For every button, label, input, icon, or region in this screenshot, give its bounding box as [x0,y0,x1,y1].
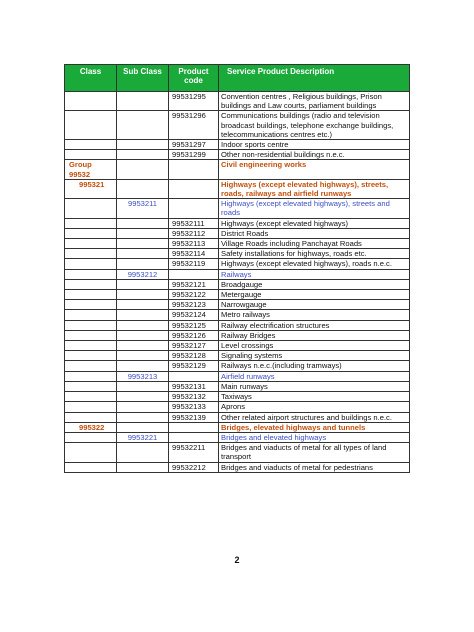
table-row [65,279,410,289]
cell-class [65,239,117,249]
cell-subclass [117,412,169,422]
header-sub-class: Sub Class [117,65,169,92]
table-row [65,402,410,412]
cell-class [65,249,117,259]
cell-product-code: 99532114 [169,249,219,259]
table-row [65,160,410,179]
cell-class [65,443,117,462]
cell-subclass [117,462,169,472]
cell-subclass [117,279,169,289]
cell-product-code: 99532125 [169,320,219,330]
cell-product-code: 99532132 [169,392,219,402]
cell-description: Broadgauge [219,279,410,289]
cell-class [65,412,117,422]
cell-subclass [117,310,169,320]
cell-description: Main runways [219,381,410,391]
cell-subclass [117,290,169,300]
cell-product-code: 99532131 [169,381,219,391]
table-header-row [65,65,410,92]
cell-product-code [169,179,219,198]
cell-description: Signaling systems [219,351,410,361]
cell-subclass [117,218,169,228]
cell-product-code: 99532122 [169,290,219,300]
cell-class [65,300,117,310]
cell-class [65,290,117,300]
table-row [65,269,410,279]
cell-product-code [169,199,219,218]
cell-subclass [117,361,169,371]
cell-class [65,199,117,218]
cell-description: Metro railways [219,310,410,320]
table-row [65,92,410,111]
cell-class [65,371,117,381]
cell-product-code: 99531295 [169,92,219,111]
cell-product-code [169,160,219,179]
cell-class [65,341,117,351]
cell-description: Bridges, elevated highways and tunnels [219,422,410,432]
cell-subclass [117,300,169,310]
cell-class: 995321 [65,179,117,198]
service-classification-table [64,64,410,473]
cell-subclass [117,150,169,160]
cell-subclass [117,392,169,402]
cell-subclass [117,92,169,111]
cell-description: Highways (except elevated highways), streets and roads [219,199,410,218]
cell-product-code: 99532111 [169,218,219,228]
page-number: 2 [234,555,240,565]
table-row [65,330,410,340]
cell-product-code: 99532113 [169,239,219,249]
cell-product-code [169,432,219,442]
cell-class [65,310,117,320]
table-row [65,290,410,300]
cell-description: Narrowgauge [219,300,410,310]
table-row [65,361,410,371]
table-row [65,300,410,310]
table-row [65,199,410,218]
table-row [65,341,410,351]
cell-class [65,218,117,228]
cell-description: Aprons [219,402,410,412]
cell-class [65,330,117,340]
cell-description: Highways (except elevated highways), streets, roads, railways and airfield runways [219,179,410,198]
cell-description: Bridges and elevated highways [219,432,410,442]
table-row [65,111,410,140]
cell-description: Railways n.e.c.(including tramways) [219,361,410,371]
cell-description: Railways [219,269,410,279]
table-row [65,228,410,238]
cell-class [65,279,117,289]
table-row [65,140,410,150]
cell-class [65,259,117,269]
cell-class [65,92,117,111]
table-row [65,249,410,259]
cell-subclass [117,422,169,432]
cell-subclass: 9953221 [117,432,169,442]
cell-subclass: 9953211 [117,199,169,218]
table-row [65,150,410,160]
cell-class [65,320,117,330]
cell-class [65,140,117,150]
table-row [65,179,410,198]
cell-class [65,462,117,472]
header-product-code: Product code [169,65,219,92]
cell-description: Highways (except elevated highways) [219,218,410,228]
cell-product-code [169,269,219,279]
cell-subclass [117,160,169,179]
cell-product-code: 99532133 [169,402,219,412]
cell-class [65,432,117,442]
cell-subclass [117,320,169,330]
table-row [65,443,410,462]
cell-subclass [117,140,169,150]
cell-class [65,381,117,391]
cell-class: Group 99532 [65,160,117,179]
cell-description: Safety installations for highways, roads etc. [219,249,410,259]
cell-product-code: 99532129 [169,361,219,371]
cell-product-code: 99532126 [169,330,219,340]
cell-product-code [169,371,219,381]
cell-product-code [169,422,219,432]
cell-description: District Roads [219,228,410,238]
cell-product-code: 99531297 [169,140,219,150]
cell-class [65,402,117,412]
table-row [65,422,410,432]
table-row [65,320,410,330]
cell-class: 995322 [65,422,117,432]
cell-subclass [117,249,169,259]
cell-description: Taxiways [219,392,410,402]
cell-description: Other related airport structures and buildings n.e.c. [219,412,410,422]
cell-subclass [117,351,169,361]
table-row [65,432,410,442]
cell-product-code: 99531296 [169,111,219,140]
cell-subclass [117,259,169,269]
cell-product-code: 99532119 [169,259,219,269]
cell-description: Convention centres , Religious buildings, Prison buildings and Law courts, parliament buildings [219,92,410,111]
cell-subclass [117,341,169,351]
cell-class [65,361,117,371]
table-row [65,371,410,381]
cell-product-code: 99531299 [169,150,219,160]
cell-description: Railway Bridges [219,330,410,340]
cell-product-code: 99532212 [169,462,219,472]
cell-subclass: 9953212 [117,269,169,279]
cell-subclass: 9953213 [117,371,169,381]
table-row [65,218,410,228]
header-class: Class [65,65,117,92]
cell-description: Railway electrification structures [219,320,410,330]
table-row [65,412,410,422]
table-row [65,351,410,361]
cell-class [65,269,117,279]
cell-product-code: 99532121 [169,279,219,289]
cell-subclass [117,381,169,391]
cell-product-code: 99532112 [169,228,219,238]
cell-description: Metergauge [219,290,410,300]
cell-subclass [117,111,169,140]
table-row [65,462,410,472]
cell-class [65,150,117,160]
cell-class [65,228,117,238]
cell-description: Village Roads including Panchayat Roads [219,239,410,249]
cell-description: Bridges and viaducts of metal for all types of land transport [219,443,410,462]
cell-description: Civil engineering works [219,160,410,179]
cell-class [65,392,117,402]
cell-subclass [117,443,169,462]
cell-subclass [117,330,169,340]
cell-product-code: 99532123 [169,300,219,310]
cell-product-code: 99532127 [169,341,219,351]
table-row [65,239,410,249]
cell-description: Airfield runways [219,371,410,381]
cell-product-code: 99532124 [169,310,219,320]
table-row [65,381,410,391]
cell-description: Other non-residential buildings n.e.c. [219,150,410,160]
table-row [65,310,410,320]
cell-class [65,351,117,361]
cell-class [65,111,117,140]
cell-product-code: 99532139 [169,412,219,422]
cell-product-code: 99532128 [169,351,219,361]
table-body [65,92,410,473]
table-row [65,259,410,269]
cell-product-code: 99532211 [169,443,219,462]
cell-description: Highways (except elevated highways), roads n.e.c. [219,259,410,269]
cell-description: Bridges and viaducts of metal for pedestrians [219,462,410,472]
cell-subclass [117,239,169,249]
cell-description: Indoor sports centre [219,140,410,150]
cell-description: Communications buildings (radio and television broadcast buildings, telephone exchange buildings, telecommunications centres etc.) [219,111,410,140]
cell-description: Level crossings [219,341,410,351]
cell-subclass [117,179,169,198]
table-row [65,392,410,402]
header-description: Service Product Description [219,65,410,92]
cell-subclass [117,402,169,412]
cell-subclass [117,228,169,238]
